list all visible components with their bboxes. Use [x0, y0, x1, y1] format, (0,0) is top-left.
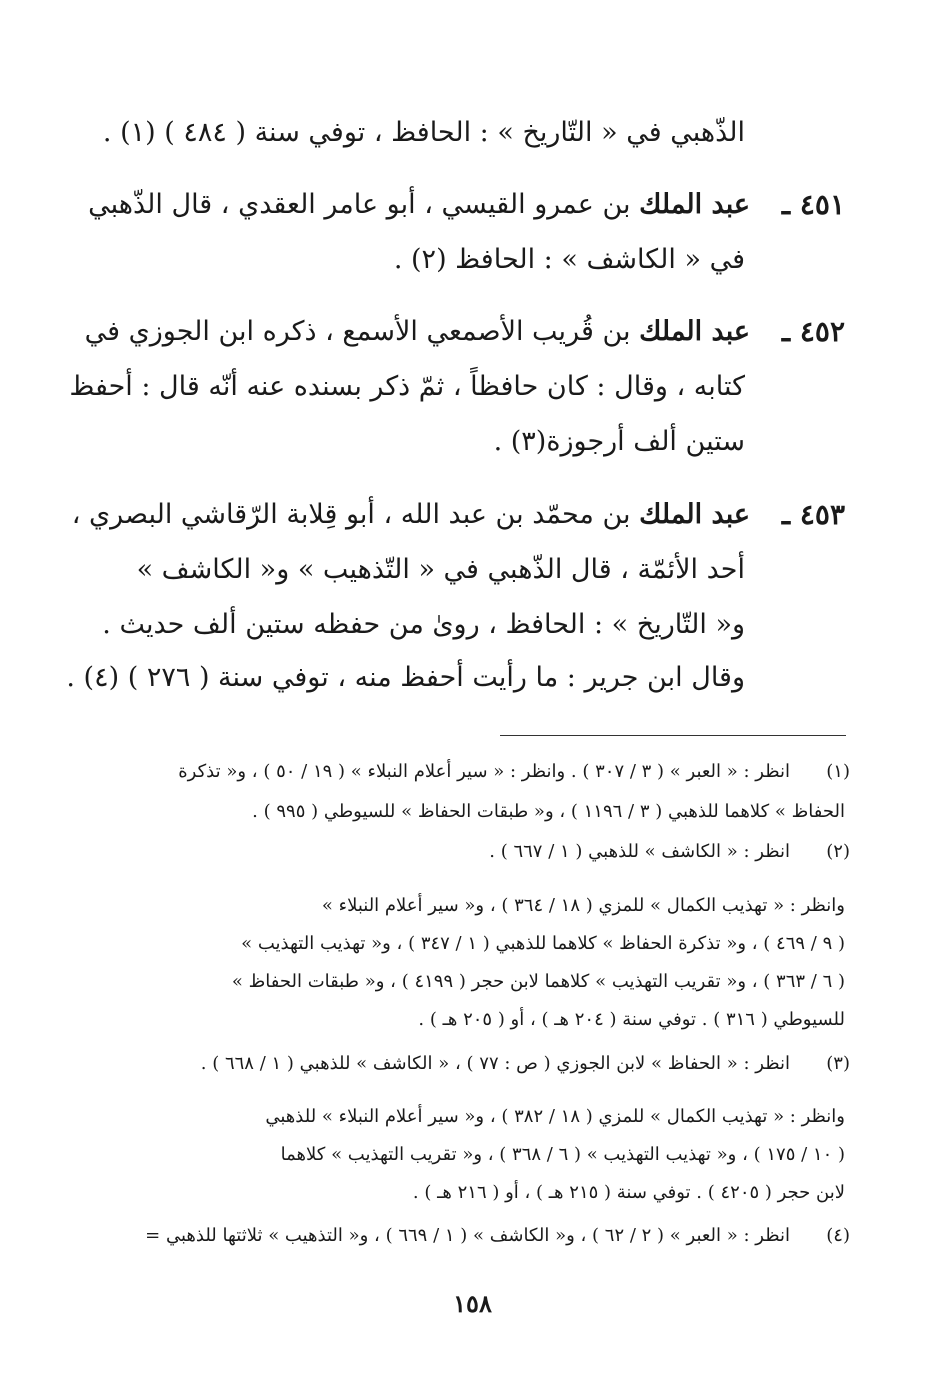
footnote-line: انظر : « الكاشف » للذهبي ( ١ / ٦٦٧ ) .	[489, 841, 790, 862]
entry-text: بن محمّد بن عبد الله ، أبو قِلابة الرّقاشي البصري ،	[71, 499, 631, 530]
entry-number: ٤٥١ ـ	[781, 188, 845, 221]
entry-line: و« التّاريخ » : الحافظ ، روىٰ من حفظه ستين ألف حديث .	[102, 609, 745, 640]
entry-line: كتابه ، وقال : كان حافظاً ، ثمّ ذكر بسنده عنه أنّه قال : أحفظ	[69, 371, 745, 402]
footnote-line: للسيوطي ( ٣١٦ ) . توفي سنة ( ٢٠٤ هـ ) ، أو ( ٢٠٥ هـ ) .	[418, 1009, 845, 1030]
footnote-marker: (٢)	[826, 841, 850, 862]
entry-line: ستين ألف أرجوزة(٣) .	[493, 426, 745, 457]
footnote-line: الحفاظ » كلاهما للذهبي ( ٣ / ١١٩٦ ) ، و« طبقات الحفاظ » للسيوطي ( ٩٩٥ ) .	[252, 801, 845, 822]
entry-line: في « الكاشف » : الحافظ (٢) .	[393, 244, 745, 275]
footnote-line: لابن حجر ( ٤٢٠٥ ) . توفي سنة ( ٢١٥ هـ ) ، أو ( ٢١٦ هـ ) .	[412, 1182, 845, 1203]
footnote-line: ( ٦ / ٣٦٣ ) ، و« تقريب التهذيب » كلاهما لابن حجر ( ٤١٩٩ ) ، و« طبقات الحفاظ »	[231, 971, 845, 992]
footnote-marker: (٣)	[826, 1053, 850, 1074]
entry-text: بن قُريب الأصمعي الأسمع ، ذكره ابن الجوزي في	[84, 316, 631, 347]
entry-text: بن عمرو القيسي ، أبو عامر العقدي ، قال الذّهبي	[88, 189, 631, 220]
entry-number: ٤٥٣ ـ	[781, 498, 845, 531]
entry-first-line	[88, 185, 750, 225]
page-number: ١٥٨	[453, 1289, 492, 1318]
entry-name: عبد الملك	[639, 499, 750, 530]
footnote-marker: (٤)	[826, 1225, 850, 1246]
footnote-line: انظر : « العبر » ( ٢ / ٦٢ ) ، و« الكاشف » ( ١ / ٦٦٩ ) ، و« التذهيب » ثلاثتها للذهبي =	[145, 1225, 790, 1246]
footnote-line: وانظر : « تهذيب الكمال » للمزي ( ١٨ / ٣٨٢ ) ، و« سير أعلام النبلاء » للذهبي	[265, 1106, 845, 1127]
entry-name: عبد الملك	[639, 316, 750, 347]
footnote-line: انظر : « الحفاظ » لابن الجوزي ( ص : ٧٧ ) ، « الكاشف » للذهبي ( ١ / ٦٦٨ ) .	[200, 1053, 790, 1074]
footnote-line: وانظر : « تهذيب الكمال » للمزي ( ١٨ / ٣٦٤ ) ، و« سير أعلام النبلاء »	[321, 895, 845, 916]
entry-number: ٤٥٢ ـ	[781, 315, 845, 348]
footnote-line: انظر : « العبر » ( ٣ / ٣٠٧ ) . وانظر : « سير أعلام النبلاء » ( ١٩ / ٥٠ ) ، و« تذكرة	[178, 761, 790, 782]
footnote-line: ( ٩ / ٤٦٩ ) ، و« تذكرة الحفاظ » كلاهما للذهبي ( ١ / ٣٤٧ ) ، و« تهذيب التهذيب »	[241, 933, 845, 954]
entry-name: عبد الملك	[639, 189, 750, 220]
entry-first-line	[72, 495, 750, 535]
continuation-line: الذّهبي في « التّاريخ » : الحافظ ، توفي سنة ( ٤٨٤ ) (١) .	[102, 117, 745, 148]
footnote-marker: (١)	[826, 761, 850, 782]
entry-line: وقال ابن جرير : ما رأيت أحفظ منه ، توفي سنة ( ٢٧٦ ) (٤) .	[66, 662, 745, 693]
entry-line: أحد الأئمّة ، قال الذّهبي في « التّذهيب » و« الكاشف »	[136, 554, 745, 585]
footnote-line: ( ١٠ / ١٧٥ ) ، و« تهذيب التهذيب » ( ٦ / ٣٦٨ ) ، و« تقريب التهذيب » كلاهما	[280, 1144, 845, 1165]
entry-first-line	[85, 312, 750, 352]
footnote-separator	[500, 735, 846, 736]
